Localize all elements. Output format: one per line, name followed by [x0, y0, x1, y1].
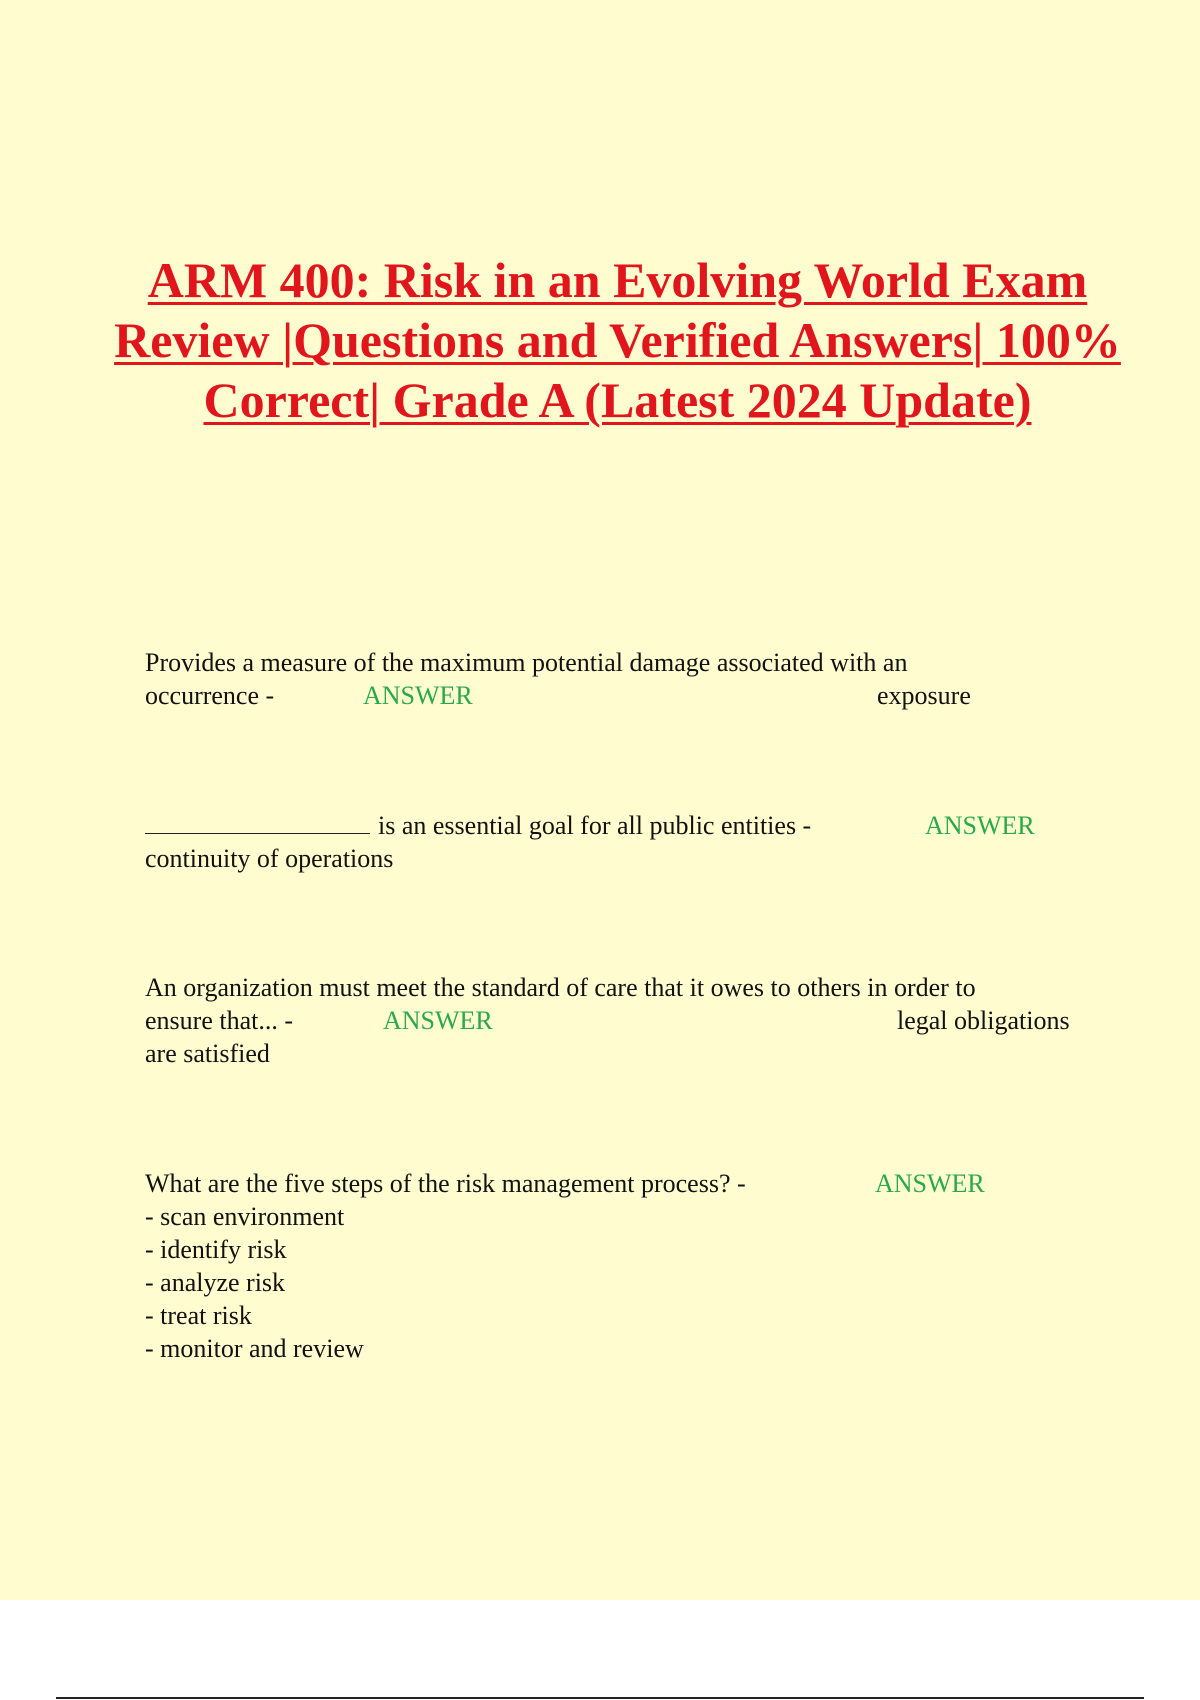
question-block-1 — [145, 646, 1045, 716]
answer-tag: ANSWER — [383, 1006, 493, 1035]
answer-1-text: exposure — [877, 681, 971, 710]
document-title: ARM 400: Risk in an Evolving World Exam Review |Questions and Verified Answers| 100% Correct| Grade A (Latest 2024 Update) — [114, 252, 1121, 428]
answer-4-step: - identify risk — [145, 1235, 287, 1264]
answer-4-step: - treat risk — [145, 1301, 252, 1330]
answer-4-step: - analyze risk — [145, 1268, 286, 1297]
answer-3-text: legal obligations — [897, 1006, 1070, 1035]
question-4-text: What are the five steps of the risk management process? - — [145, 1169, 746, 1198]
question-1-text: Provides a measure of the maximum potential damage associated with an — [145, 648, 908, 677]
question-block-2 — [145, 809, 1075, 879]
question-block-4 — [145, 1167, 1045, 1367]
answer-tag: ANSWER — [875, 1169, 985, 1198]
answer-tag: ANSWER — [363, 681, 473, 710]
footer-divider — [56, 1697, 1144, 1699]
fill-in-blank — [145, 811, 370, 834]
answer-4-step: - scan environment — [145, 1202, 345, 1231]
question-1-text-continued: occurrence - — [145, 681, 275, 710]
answer-3-text-continued: are satisfied — [145, 1039, 270, 1068]
answer-4-step: - monitor and review — [145, 1334, 364, 1363]
answer-tag: ANSWER — [925, 811, 1035, 840]
question-block-3 — [145, 971, 1095, 1071]
question-3-text: An organization must meet the standard of care that it owes to others in order to — [145, 973, 976, 1002]
answer-2-text: continuity of operations — [145, 844, 394, 873]
question-2-text: is an essential goal for all public entities - — [378, 811, 812, 840]
question-3-text-continued: ensure that... - — [145, 1006, 294, 1035]
